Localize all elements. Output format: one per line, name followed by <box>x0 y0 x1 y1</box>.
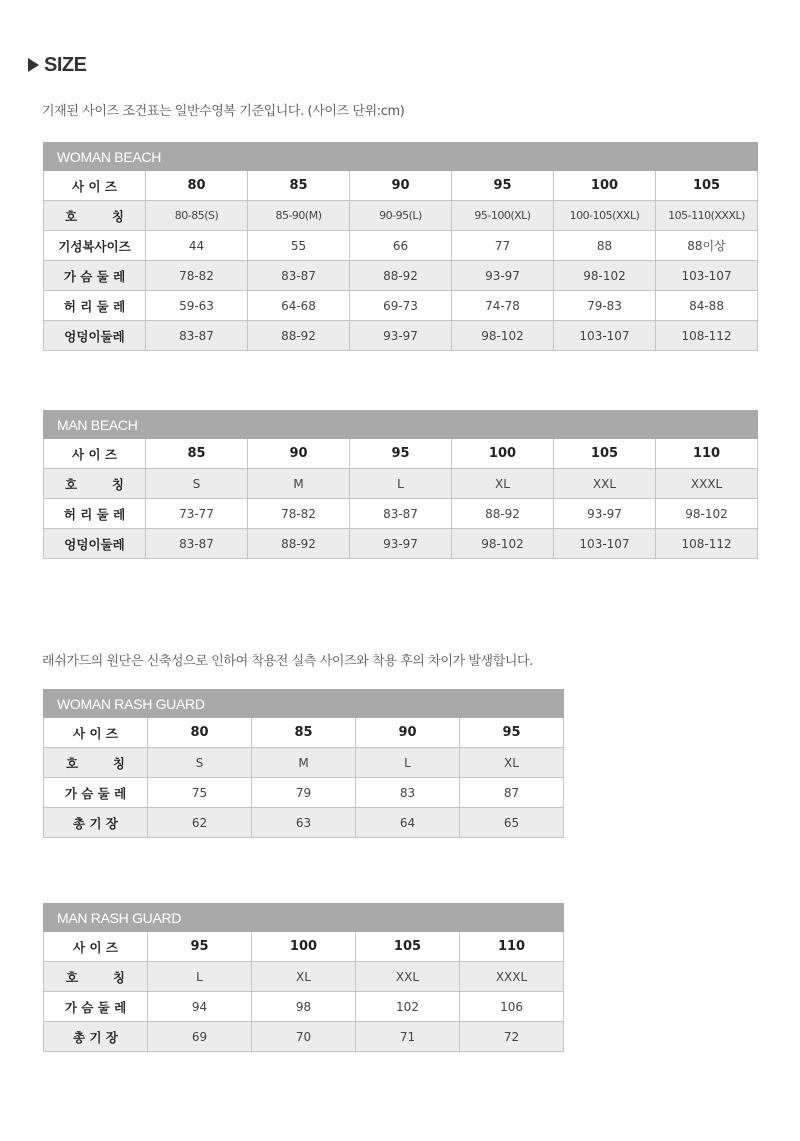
table-cell: 85 <box>146 439 248 469</box>
table-cell: 72 <box>460 1022 564 1052</box>
table-cell: 98-102 <box>452 529 554 559</box>
table-cell: 71 <box>356 1022 460 1052</box>
table-row <box>44 499 758 529</box>
table-cell: 70 <box>252 1022 356 1052</box>
table-cell: 95 <box>460 718 564 748</box>
table-cell: 85 <box>248 171 350 201</box>
size-basis-note: 기재된 사이즈 조건표는 일반수영복 기준입니다. (사이즈 단위:cm) <box>42 104 405 119</box>
table-cell: 79 <box>252 778 356 808</box>
table-cell: 93-97 <box>350 529 452 559</box>
table-cell: XL <box>252 962 356 992</box>
table-cell: 103-107 <box>554 529 656 559</box>
row-label: 호 칭 <box>44 469 146 499</box>
row-label: 가 슴 둘 레 <box>44 778 148 808</box>
triangle-bullet-icon <box>28 58 39 72</box>
table-cell: 90 <box>248 439 350 469</box>
table-cell: 85-90(M) <box>248 201 350 231</box>
table-cell: 88이상 <box>656 231 758 261</box>
row-label: 엉덩이둘레 <box>44 529 146 559</box>
table-row <box>44 748 564 778</box>
table-cell: 90 <box>350 171 452 201</box>
table-cell: 98-102 <box>554 261 656 291</box>
table-cell: 85 <box>252 718 356 748</box>
row-label: 허 리 둘 레 <box>44 499 146 529</box>
table-cell: 102 <box>356 992 460 1022</box>
table-row <box>44 932 564 962</box>
table-cell: 83 <box>356 778 460 808</box>
table-cell: 108-112 <box>656 529 758 559</box>
table-title: MAN RASH GUARD <box>44 904 564 932</box>
table-cell: 83-87 <box>350 499 452 529</box>
size-table-man-rash-guard <box>43 903 564 1052</box>
table-cell: XL <box>460 748 564 778</box>
row-label: 호 칭 <box>44 962 148 992</box>
table-cell: 98-102 <box>452 321 554 351</box>
size-table-man-beach <box>43 410 758 559</box>
table-cell: 87 <box>460 778 564 808</box>
row-label: 사 이 즈 <box>44 932 148 962</box>
row-label: 엉덩이둘레 <box>44 321 146 351</box>
table-cell: 77 <box>452 231 554 261</box>
table-cell: 62 <box>148 808 252 838</box>
table-cell: 80-85(S) <box>146 201 248 231</box>
table-cell: 95-100(XL) <box>452 201 554 231</box>
table-cell: L <box>350 469 452 499</box>
size-table-woman-rash-guard <box>43 689 564 838</box>
table-row <box>44 529 758 559</box>
table-cell: S <box>148 748 252 778</box>
table-cell: 44 <box>146 231 248 261</box>
table-cell: 95 <box>350 439 452 469</box>
row-label: 총 기 장 <box>44 1022 148 1052</box>
table-cell: 100 <box>554 171 656 201</box>
table-cell: 64 <box>356 808 460 838</box>
table-cell: 106 <box>460 992 564 1022</box>
table-row <box>44 171 758 201</box>
table-cell: 110 <box>656 439 758 469</box>
table-cell: 100-105(XXL) <box>554 201 656 231</box>
row-label: 가 슴 둘 레 <box>44 992 148 1022</box>
table-cell: 78-82 <box>146 261 248 291</box>
table-cell: 90-95(L) <box>350 201 452 231</box>
row-label: 기성복사이즈 <box>44 231 146 261</box>
table-cell: 83-87 <box>146 529 248 559</box>
table-row <box>44 1022 564 1052</box>
table-cell: 79-83 <box>554 291 656 321</box>
table-cell: M <box>248 469 350 499</box>
size-table-woman-beach <box>43 142 758 351</box>
row-label: 허 리 둘 레 <box>44 291 146 321</box>
section-title: SIZE <box>44 53 87 76</box>
table-cell: 110 <box>460 932 564 962</box>
table-cell: XXXL <box>656 469 758 499</box>
table-cell: 95 <box>148 932 252 962</box>
table-cell: 94 <box>148 992 252 1022</box>
table-cell: L <box>356 748 460 778</box>
table-row <box>44 962 564 992</box>
table-row <box>44 291 758 321</box>
table-cell: 100 <box>252 932 356 962</box>
table-row <box>44 469 758 499</box>
table-cell: 83-87 <box>146 321 248 351</box>
table-cell: XXL <box>356 962 460 992</box>
table-cell: 80 <box>146 171 248 201</box>
table-cell: 98-102 <box>656 499 758 529</box>
table-row <box>44 201 758 231</box>
table-cell: 93-97 <box>554 499 656 529</box>
table-cell: L <box>148 962 252 992</box>
table-row <box>44 808 564 838</box>
row-label: 호 칭 <box>44 748 148 778</box>
table-cell: 73-77 <box>146 499 248 529</box>
table-row <box>44 718 564 748</box>
table-cell: M <box>252 748 356 778</box>
table-cell: 103-107 <box>656 261 758 291</box>
table-cell: XL <box>452 469 554 499</box>
row-label: 가 슴 둘 레 <box>44 261 146 291</box>
table-row <box>44 231 758 261</box>
table-cell: 66 <box>350 231 452 261</box>
table-cell: 69-73 <box>350 291 452 321</box>
table-title: MAN BEACH <box>44 411 758 439</box>
row-label: 호 칭 <box>44 201 146 231</box>
table-cell: 93-97 <box>452 261 554 291</box>
table-cell: 78-82 <box>248 499 350 529</box>
table-cell: 59-63 <box>146 291 248 321</box>
table-cell: 64-68 <box>248 291 350 321</box>
table-cell: 75 <box>148 778 252 808</box>
table-cell: XXXL <box>460 962 564 992</box>
table-row <box>44 321 758 351</box>
table-cell: 88-92 <box>248 321 350 351</box>
table-cell: 103-107 <box>554 321 656 351</box>
table-row <box>44 439 758 469</box>
table-cell: 80 <box>148 718 252 748</box>
row-label: 사 이 즈 <box>44 439 146 469</box>
table-cell: XXL <box>554 469 656 499</box>
table-cell: 88-92 <box>248 529 350 559</box>
row-label: 총 기 장 <box>44 808 148 838</box>
table-cell: 90 <box>356 718 460 748</box>
rash-guard-note: 래쉬가드의 원단은 신축성으로 인하여 착용전 실측 사이즈와 착용 후의 차이가 발생합니다. <box>42 654 533 669</box>
table-cell: 88-92 <box>452 499 554 529</box>
table-cell: 105 <box>554 439 656 469</box>
table-title: WOMAN RASH GUARD <box>44 690 564 718</box>
table-row <box>44 778 564 808</box>
row-label: 사 이 즈 <box>44 171 146 201</box>
section-heading <box>28 54 86 76</box>
table-row <box>44 261 758 291</box>
table-cell: 100 <box>452 439 554 469</box>
table-cell: 98 <box>252 992 356 1022</box>
table-cell: 55 <box>248 231 350 261</box>
table-cell: 65 <box>460 808 564 838</box>
table-cell: S <box>146 469 248 499</box>
table-cell: 105 <box>356 932 460 962</box>
table-cell: 88-92 <box>350 261 452 291</box>
table-cell: 105 <box>656 171 758 201</box>
table-cell: 93-97 <box>350 321 452 351</box>
table-cell: 108-112 <box>656 321 758 351</box>
table-cell: 88 <box>554 231 656 261</box>
table-cell: 95 <box>452 171 554 201</box>
table-title: WOMAN BEACH <box>44 143 758 171</box>
table-cell: 105-110(XXXL) <box>656 201 758 231</box>
table-cell: 83-87 <box>248 261 350 291</box>
table-cell: 69 <box>148 1022 252 1052</box>
table-row <box>44 992 564 1022</box>
table-cell: 63 <box>252 808 356 838</box>
table-cell: 74-78 <box>452 291 554 321</box>
table-cell: 84-88 <box>656 291 758 321</box>
row-label: 사 이 즈 <box>44 718 148 748</box>
